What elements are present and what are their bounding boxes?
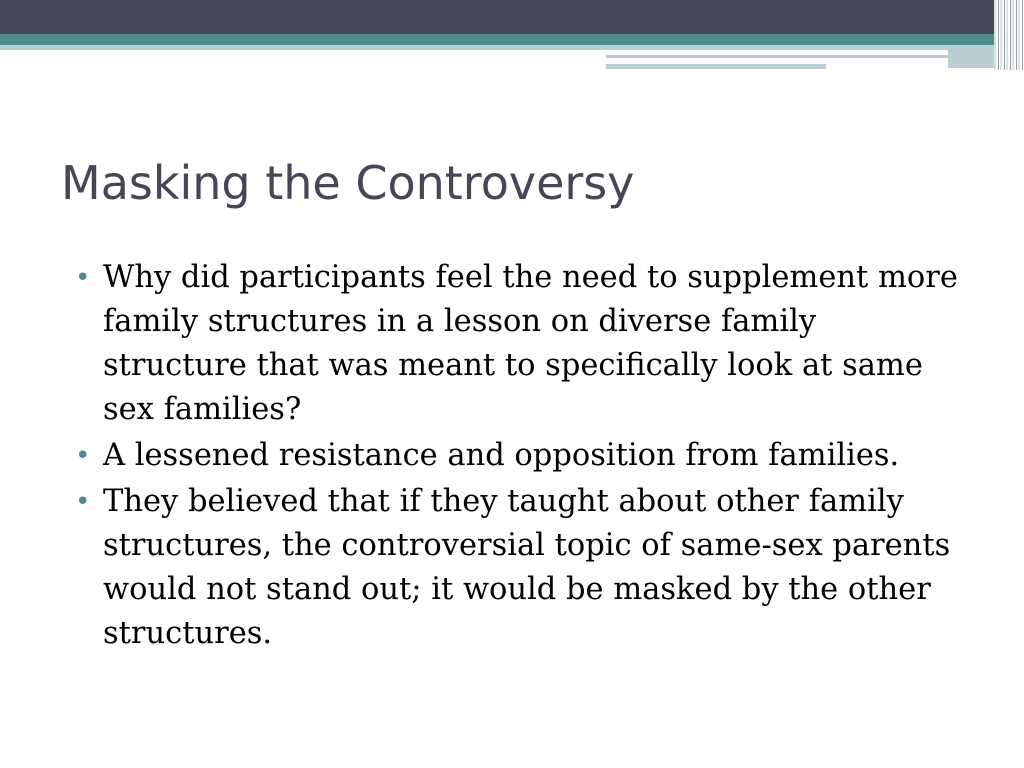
bullet-item bbox=[73, 480, 963, 656]
bullet-text: Why did participants feel the need to supplement more family structures in a lesson on diverse family structure that was meant to specifically look at same sex families? bbox=[103, 260, 958, 427]
header-accent-block bbox=[948, 50, 994, 68]
header-dark-bar bbox=[0, 0, 1024, 34]
bullet-point-icon: • bbox=[75, 487, 91, 517]
bullet-point-icon: • bbox=[75, 263, 91, 293]
header-teal-bar bbox=[0, 34, 1024, 45]
header-stripe-decoration bbox=[994, 0, 1024, 70]
bullet-list bbox=[73, 256, 963, 658]
bullet-item bbox=[73, 256, 963, 432]
bullet-text: They believed that if they taught about other family structures, the controversial topic of same-sex parents would not stand out; it would be masked by the other structures. bbox=[103, 484, 951, 651]
slide-title: Masking the Controversy bbox=[61, 156, 635, 210]
bullet-text: A lessened resistance and opposition from families. bbox=[103, 438, 900, 473]
header-rule-line-short bbox=[606, 64, 826, 69]
header-rule-line bbox=[606, 55, 948, 58]
bullet-item bbox=[73, 434, 963, 478]
bullet-point-icon: • bbox=[75, 441, 91, 471]
header-light-bar bbox=[0, 45, 1024, 50]
